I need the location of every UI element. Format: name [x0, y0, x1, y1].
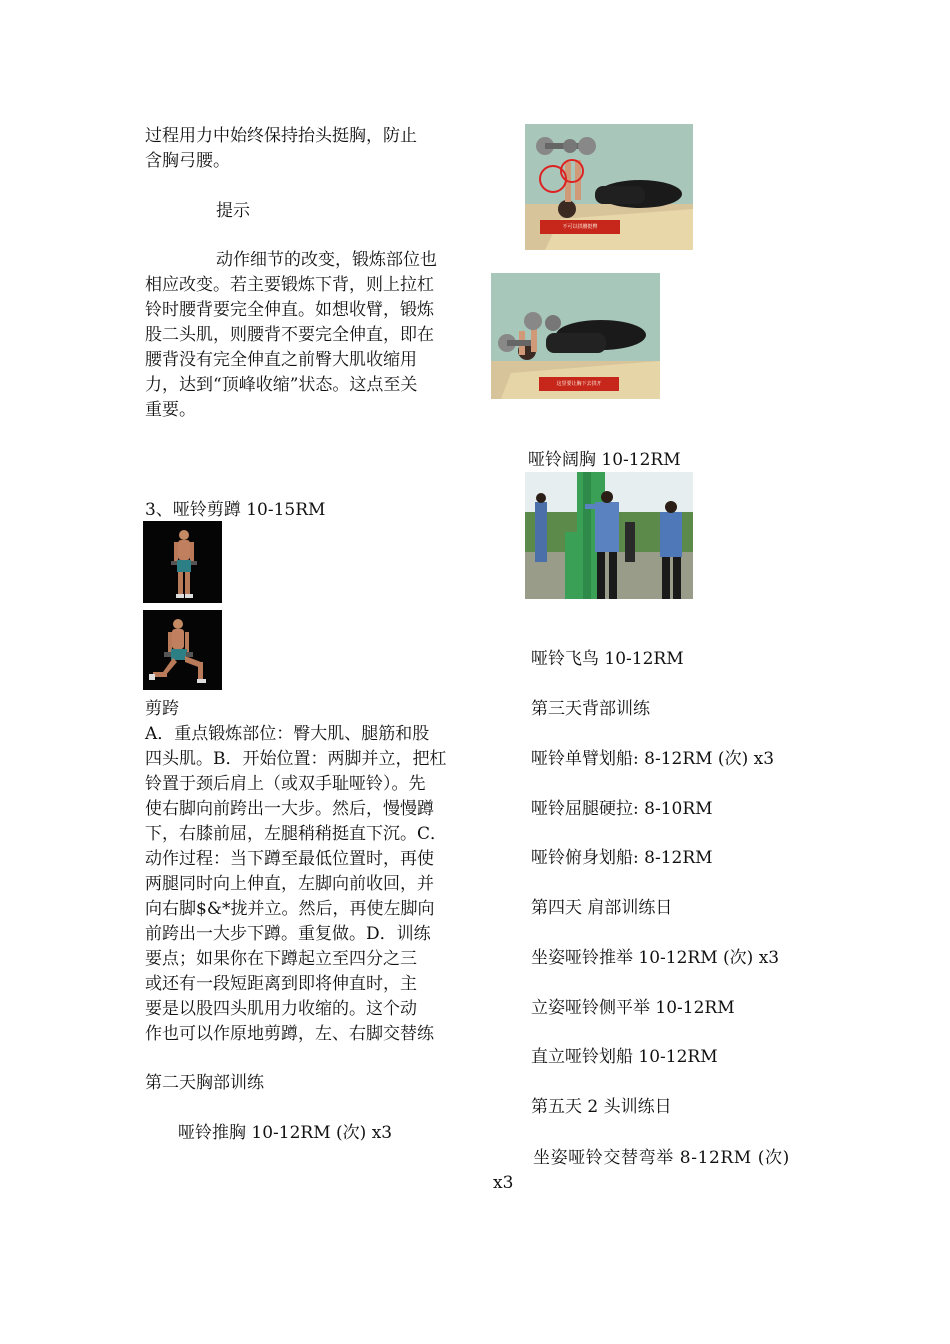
- photo-2-caption: 这里要让胸下去拱开: [556, 381, 602, 387]
- right-item-seated-press: 坐姿哑铃推举 10-12RM (次) x3: [531, 948, 780, 968]
- section-3-title: 3、哑铃剪蹲 10-15RM: [145, 500, 326, 520]
- intro-line: 含胸弓腰。: [145, 151, 230, 171]
- right-item-lateral-raise: 立姿哑铃侧平举 10-12RM: [531, 998, 735, 1018]
- tip-line: 股二头肌，则腰背不要完全伸直，即在: [145, 325, 434, 345]
- lunge-line: 四头肌。B．开始位置：两脚并立，把杠: [145, 749, 447, 769]
- tip-line: 相应改变。若主要锻炼下背，则上拉杠: [145, 275, 434, 295]
- lunge-line: 作也可以作原地剪蹲，左、右脚交替练: [145, 1024, 434, 1044]
- intro-paragraph: [145, 124, 460, 174]
- lunge-down-photo: [143, 610, 222, 690]
- photo-1-caption: 不可以拱腰挺臀: [562, 224, 598, 230]
- right-item-fly: 哑铃飞鸟 10-12RM: [531, 649, 684, 669]
- lunge-line: 或还有一段短距离到即将伸直时，主: [145, 974, 417, 994]
- lunge-paragraph: [145, 722, 460, 1047]
- right-item-deadlift: 哑铃屈腿硬拉: 8-10RM: [531, 799, 713, 819]
- right-item-bent-row: 哑铃俯身划船: 8-12RM: [531, 848, 713, 868]
- lunge-line: 铃置于颈后肩上（或双手耻哑铃）。先: [145, 774, 426, 794]
- lunge-line: 要是以股四头肌用力收缩的。这个动: [145, 999, 417, 1019]
- day5-title: 第五天 2 头训练日: [531, 1097, 672, 1117]
- right-item-one-arm-row: 哑铃单臂划船: 8-12RM (次) x3: [531, 749, 775, 769]
- lunge-line: 下，右膝前屈，左腿稍稍挺直下沉。C．: [145, 824, 448, 844]
- day3-title: 第三天背部训练: [531, 699, 650, 719]
- lunge-line: 向右脚$&*拢并立。然后，再使左脚向: [145, 899, 435, 919]
- lunge-line: A．重点锻炼部位：臀大肌、腿筋和股: [145, 724, 430, 744]
- lunge-line: 前跨出一大步下蹲。重复做。D．训练: [145, 924, 431, 944]
- lunge-start-photo: [143, 521, 222, 603]
- right-item-alternate-curl: 坐姿哑铃交替弯举 8-12RM (次): [533, 1148, 790, 1168]
- right-item-curl-sets: x3: [493, 1173, 514, 1193]
- tip-line: 重要。: [145, 400, 196, 420]
- lunge-line: 两腿同时向上伸直，左脚向前收回，并: [145, 874, 434, 894]
- day2-title: 第二天胸部训练: [145, 1073, 264, 1093]
- lunge-line: 使右脚向前跨出一大步。然后，慢慢蹲: [145, 799, 434, 819]
- day2-item-dumbbell-press: 哑铃推胸 10-12RM (次) x3: [178, 1123, 393, 1143]
- tip-line: 铃时腰背要完全伸直。如想收臂，锻炼: [145, 300, 434, 320]
- outdoor-group-photo: [525, 472, 693, 599]
- tip-line: 力，达到“顶峰收缩”状态。这点至关: [145, 375, 418, 395]
- lunge-label: 剪跨: [145, 699, 179, 719]
- intro-line: 过程用力中始终保持抬头挺胸，防止: [145, 126, 417, 146]
- tip-heading: 提示: [216, 201, 250, 221]
- fly-chest-title: 哑铃阔胸 10-12RM: [528, 450, 681, 470]
- day4-title: 第四天 肩部训练日: [531, 898, 673, 918]
- tip-line: 动作细节的改变，锻炼部位也: [216, 250, 437, 270]
- lunge-line: 要点；如果你在下蹲起立至四分之三: [145, 949, 417, 969]
- tip-paragraph: [145, 248, 460, 423]
- dumbbell-press-photo-1: [525, 124, 693, 250]
- lunge-line: 动作过程：当下蹲至最低位置时，再使: [145, 849, 434, 869]
- tip-line: 腰背没有完全伸直之前臀大肌收缩用: [145, 350, 417, 370]
- dumbbell-press-photo-2: [491, 273, 660, 399]
- right-item-upright-row: 直立哑铃划船 10-12RM: [531, 1047, 718, 1067]
